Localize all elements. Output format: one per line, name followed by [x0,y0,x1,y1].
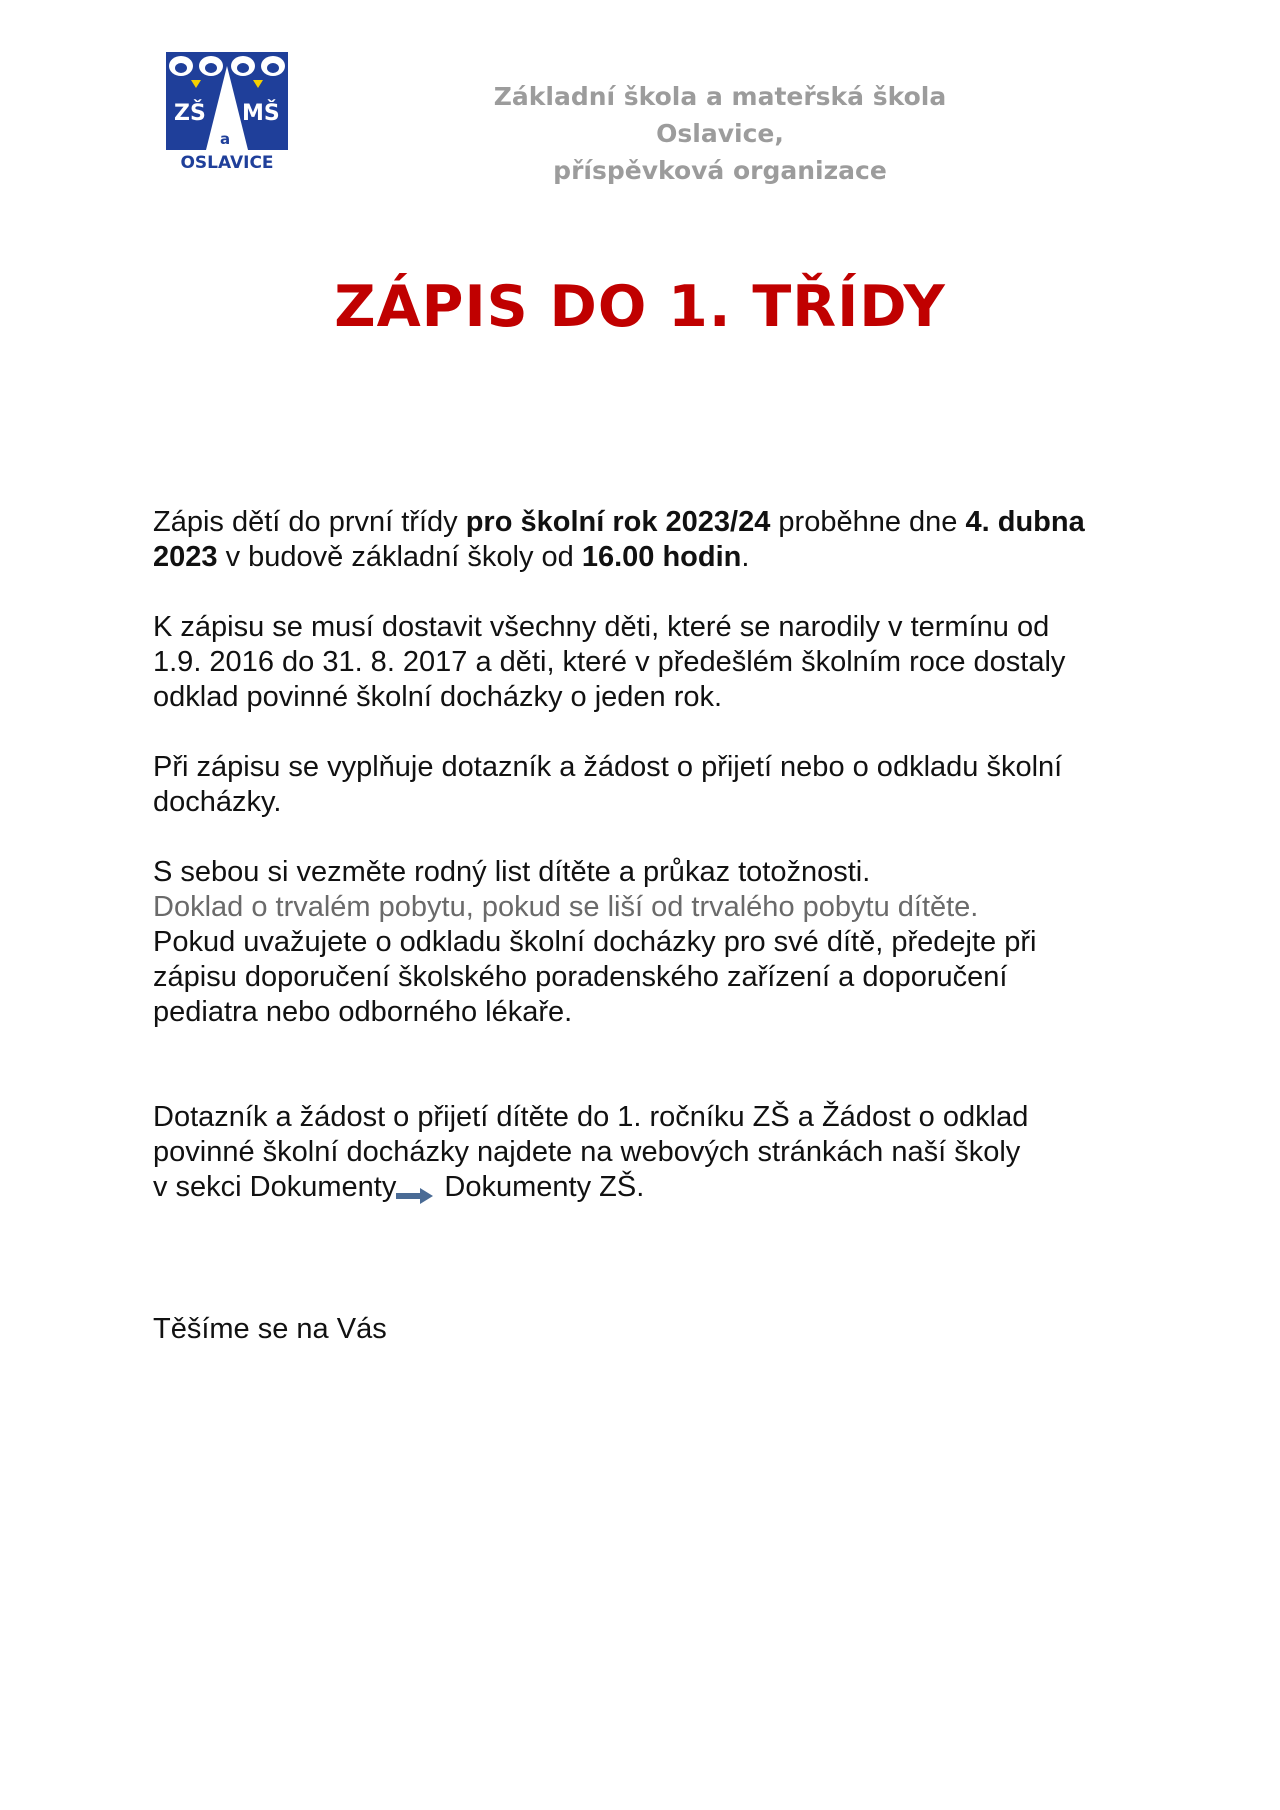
organization-name-line2: příspěvková organizace [553,156,887,185]
logo-place-text: OSLAVICE [180,153,274,172]
paragraph-where-to-find-forms: Dotazník a žádost o přijetí dítěte do 1. ročníku ZŠ a Žádost o odklad povinné školní docházky najdete na webových stránkách naší školy v sekci Dokumenty Dokumenty ZŠ. [153,1101,1029,1203]
paragraph-eligible-children: K zápisu se musí dostavit všechny děti, které se narodily v termínu od 1.9. 2016 do 31. 8. 2017 a děti, které v předešlém školním roce dostaly odklad povinné školní docházky o jeden rok. [153,611,1066,713]
document-body [153,505,1153,1347]
organization-name-line1: Základní škola a mateřská škola Oslavice, [493,82,947,148]
organization-name [430,78,1010,189]
right-arrow-icon [396,1179,434,1197]
school-logo [166,52,288,172]
paragraph-forms: Při zápisu se vyplňuje dotazník a žádost o přijetí nebo o odkladu školní docházky. [153,751,1063,818]
closing-line: Těšíme se na Vás [153,1313,387,1345]
logo-a-text: a [220,130,231,148]
paragraph-documents-to-bring: S sebou si vezměte rodný list dítěte a průkaz totožnosti. Doklad o trvalém pobytu, pokud se liší od trvalého pobytu dítěte. Pokud uvažujete o odkladu školní docházky pro své dítě, předejte při zápisu doporučení školského poradenského zařízení a doporučení pediatra nebo odborného lékaře. [153,856,1037,1028]
logo-ms-text: MŠ [242,101,280,126]
page-title: ZÁPIS DO 1. TŘÍDY [334,274,946,340]
paragraph-enrollment-date: Zápis dětí do první třídy pro školní rok 2023/24 proběhne dne 4. dubna 2023 v budově základní školy od 16.00 hodin. [153,506,1085,573]
logo-zs-text: ZŠ [174,101,206,126]
school-logo-graphic [166,52,288,172]
